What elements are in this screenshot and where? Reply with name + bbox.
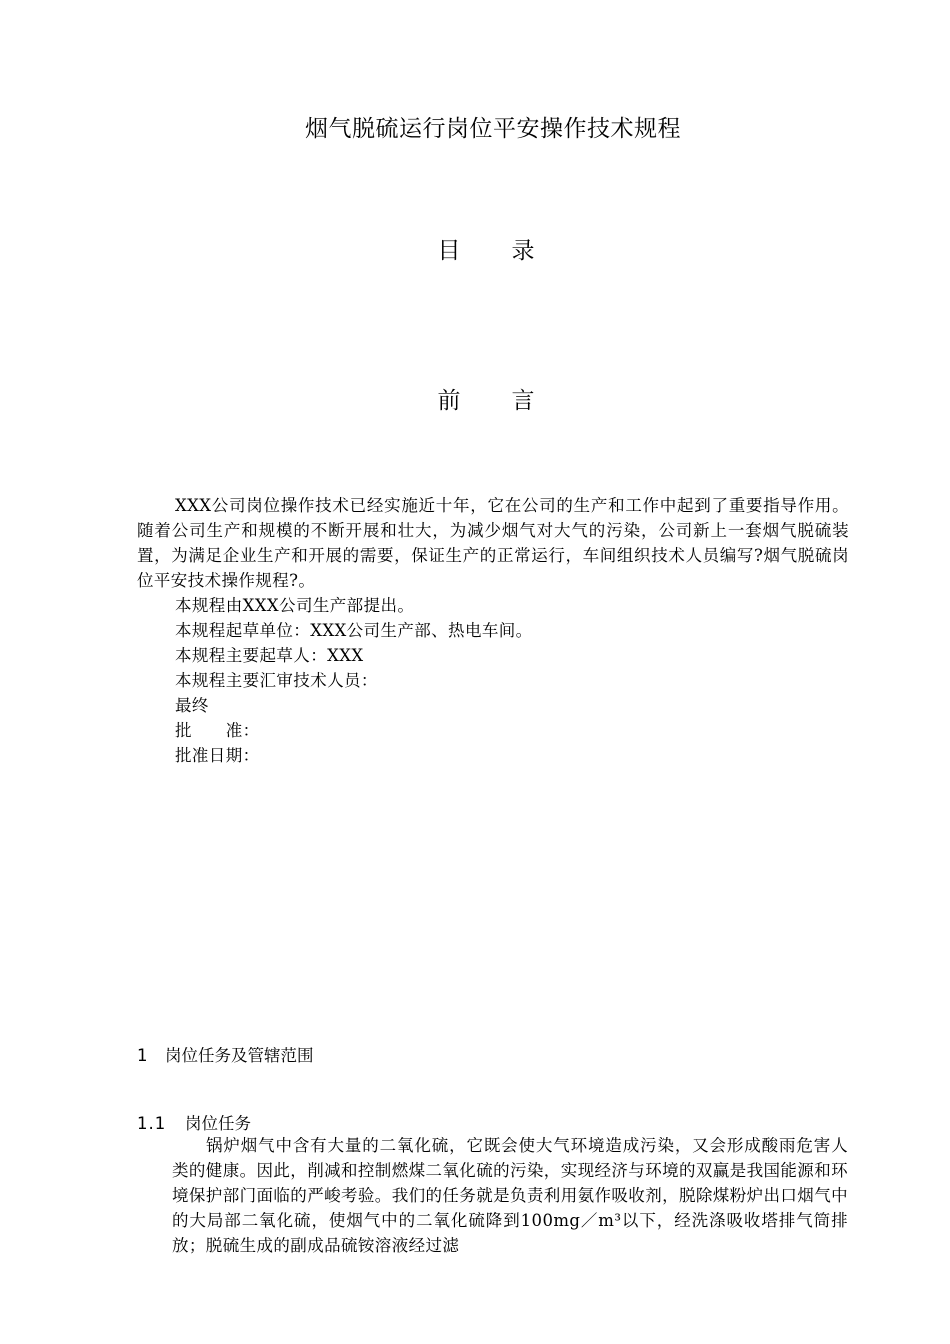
section-1-1-body (172, 1133, 848, 1258)
toc-heading: 目 录 (437, 238, 549, 264)
preface-heading: 前 言 (437, 388, 549, 414)
preface-line-reviewers: 本规程主要汇审技术人员： (175, 671, 378, 690)
preface-line-proposer: 本规程由XXX公司生产部提出。 (175, 596, 415, 615)
preface-line-approval: 批 准： (175, 721, 260, 740)
section-1-heading (137, 1042, 314, 1066)
section-1-number: 1 (137, 1046, 149, 1065)
section-1-1-paragraph: 锅炉烟气中含有大量的二氧化硫，它既会使大气环境造成污染，又会形成酸雨危害人类的健康。因此，削减和控制燃煤二氧化硫的污染，实现经济与环境的双赢是我国能源和环境保护部门面临的严峻考验。我们的任务就是负责利用氨作吸收剂，脱除煤粉炉出口烟气中的大局部二氧化硫，使烟气中的二氧化硫降到100mg／m³以下，经洗涤吸收塔排气筒排放；脱硫生成的副成品硫铵溶液经过滤 (172, 1136, 848, 1255)
section-1-1-number: 1.1 (137, 1114, 167, 1133)
preface-line-approval-date: 批准日期： (175, 746, 260, 765)
preface-line-drafting-unit: 本规程起草单位：XXX公司生产部、热电车间。 (175, 621, 533, 640)
preface-line-final: 最终 (175, 696, 209, 715)
document-title: 烟气脱硫运行岗位平安操作技术规程 (305, 116, 681, 142)
section-1-1-heading (137, 1110, 251, 1134)
section-1-1-title: 岗位任务 (185, 1114, 251, 1133)
section-1-title: 岗位任务及管辖范围 (165, 1046, 314, 1065)
preface-body (137, 493, 849, 768)
preface-line-drafter: 本规程主要起草人：XXX (175, 646, 364, 665)
preface-paragraph: XXX公司岗位操作技术已经实施近十年，它在公司的生产和工作中起到了重要指导作用。随着公司生产和规模的不断开展和壮大，为减少烟气对大气的污染，公司新上一套烟气脱硫装置，为满足企业生产和开展的需要，保证生产的正常运行，车间组织技术人员编写?烟气脱硫岗位平安技术操作规程?。 (137, 496, 849, 590)
